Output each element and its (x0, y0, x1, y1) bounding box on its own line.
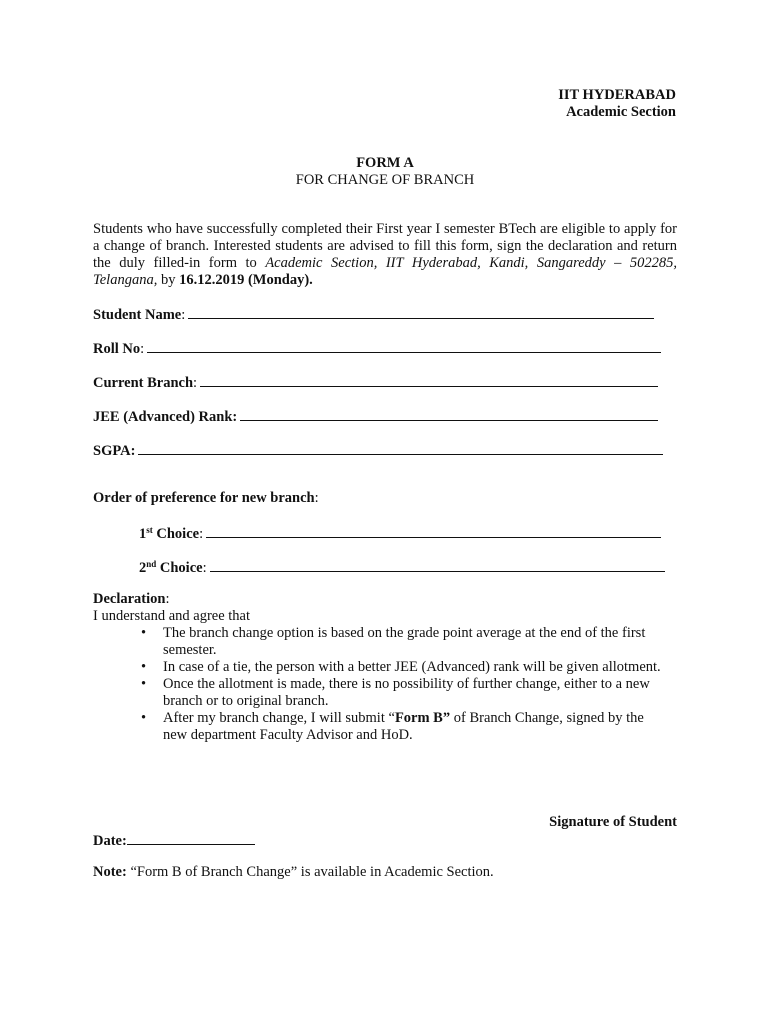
declaration-item-text: of Branch Change, signed by the new department Faculty Advisor and HoD. (163, 710, 644, 743)
first-choice-suffix: st (146, 525, 153, 535)
jee-rank-label: JEE (Advanced) Rank: (93, 409, 238, 425)
student-name-label: Student Name (93, 307, 182, 323)
institute-name: IIT HYDERABAD (558, 87, 676, 103)
first-choice-field[interactable] (139, 524, 661, 543)
date-input-line[interactable] (127, 831, 255, 845)
sgpa-field[interactable] (93, 441, 663, 460)
declaration-item-text: Once the allotment is made, there is no possibility of further change, either to a new branch or to original branch. (163, 676, 650, 709)
preference-heading (93, 490, 319, 507)
date-label: Date: (93, 833, 127, 849)
bullet-icon: • (141, 625, 147, 641)
student-name-field[interactable] (93, 305, 654, 324)
bullet-icon: • (141, 659, 147, 675)
jee-rank-input-line[interactable] (240, 407, 658, 421)
form-b-reference: Form B” (394, 710, 451, 726)
current-branch-field[interactable] (93, 373, 658, 392)
institute-header (558, 87, 676, 121)
first-choice-text: Choice (152, 526, 200, 542)
declaration-intro: I understand and agree that (93, 608, 251, 624)
second-choice-suffix: nd (146, 559, 157, 569)
declaration-item-text: After my branch change, I will submit “ (163, 710, 395, 726)
second-choice-text: Choice (156, 560, 203, 576)
date-field[interactable] (93, 831, 255, 850)
intro-text: Students who have successfully completed their First year I semester BTech are eligible to apply for a change of branch. Interested students are advised to fill this form, sign the declaration and return the duly filled-in form to (93, 221, 677, 271)
declaration-heading (93, 591, 677, 608)
note-label: Note: (93, 864, 131, 880)
preference-heading-text: Order of preference for new branch (93, 490, 315, 506)
signature-label: Signature of Student (549, 814, 677, 830)
note-text: “Form B of Branch Change” is available in Academic Section. (130, 864, 494, 880)
declaration-item (93, 659, 663, 676)
current-branch-input-line[interactable] (200, 373, 658, 387)
declaration-item (93, 710, 663, 744)
student-name-input-line[interactable] (188, 305, 654, 319)
declaration-item-text: In case of a tie, the person with a better JEE (Advanced) rank will be given allotment. (163, 659, 661, 675)
colon: : (181, 307, 186, 323)
roll-no-label: Roll No (93, 341, 141, 357)
first-choice-number: 1 (139, 526, 147, 542)
declaration-item-text: The branch change option is based on the grade point average at the end of the first semester. (163, 625, 646, 658)
second-choice-input-line[interactable] (210, 558, 665, 572)
intro-address: Academic Section, IIT Hyderabad, Kandi, Sangareddy – 502285, Telangana, (93, 255, 678, 288)
second-choice-number: 2 (139, 560, 147, 576)
section-name: Academic Section (566, 104, 676, 120)
colon: : (199, 526, 204, 542)
intro-by: by (157, 272, 180, 288)
declaration-item (93, 625, 663, 659)
intro-deadline: 16.12.2019 (Monday). (179, 272, 313, 288)
note (93, 864, 494, 881)
current-branch-label: Current Branch (93, 375, 194, 391)
form-heading (0, 155, 770, 189)
colon: : (314, 490, 319, 506)
first-choice-input-line[interactable] (206, 524, 661, 538)
colon: : (140, 341, 145, 357)
form-title: FORM A (356, 155, 414, 171)
intro-paragraph (93, 221, 677, 289)
second-choice-label (139, 560, 203, 577)
roll-no-field[interactable] (93, 339, 661, 358)
colon: : (165, 591, 170, 607)
declaration-section (93, 591, 677, 744)
sgpa-input-line[interactable] (138, 441, 663, 455)
jee-rank-field[interactable] (93, 407, 658, 426)
colon: : (193, 375, 198, 391)
bullet-icon: • (141, 710, 147, 726)
sgpa-label: SGPA: (93, 443, 136, 459)
form-subtitle: FOR CHANGE OF BRANCH (295, 172, 475, 188)
colon: : (202, 560, 207, 576)
declaration-heading-text: Declaration (93, 591, 166, 607)
first-choice-label (139, 526, 199, 543)
declaration-item (93, 676, 663, 710)
declaration-list (93, 625, 677, 744)
bullet-icon: • (141, 676, 147, 692)
roll-no-input-line[interactable] (147, 339, 661, 353)
second-choice-field[interactable] (139, 558, 665, 577)
